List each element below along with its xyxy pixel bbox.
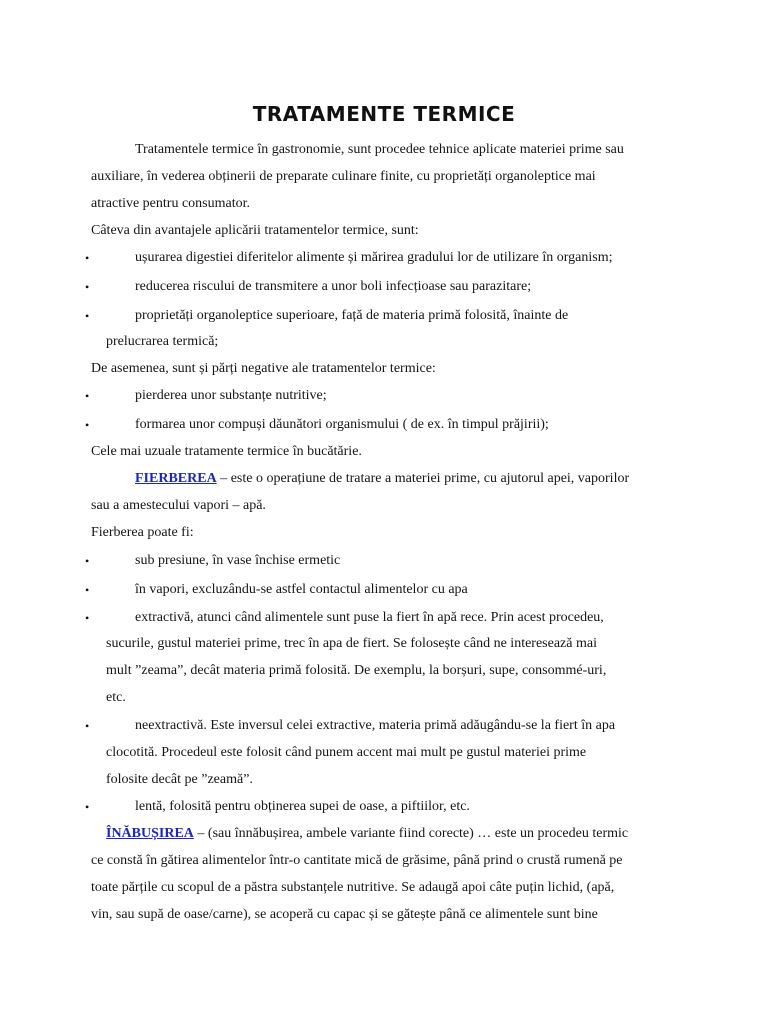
inabusirea-term: ÎNĂBUȘIREA [106,826,194,841]
list-item: ușurarea digestiei diferitelor alimente și mărirea gradului lor de utilizare în organism; [135,250,613,265]
negatives-heading: De asemenea, sunt și părți negative ale tratamentelor termice: [91,361,436,376]
list-item-continuation: clocotită. Procedeul este folosit când punem accent mai mult pe gustul materiei prime [106,745,587,760]
list-item-continuation: sucurile, gustul materiei prime, trec în apa de fiert. Se folosește când ne interesează mai [106,636,597,651]
list-item-continuation: etc. [106,690,126,705]
list-item: proprietăți organoleptice superioare, față de materia primă folosită, înainte de [135,308,569,323]
inabusirea-line: vin, sau supă de oase/carne), se acoperă cu capac și se gătește până ce alimentele sunt bine [91,907,598,922]
inabusirea-line [106,825,628,843]
list-bullet: • [85,418,90,432]
fierberea-term: FIERBEREA [135,471,217,486]
list-item: în vapori, excluzându-se astfel contactul alimentelor cu apa [135,582,468,597]
page-title: TRATAMENTE TERMICE [252,102,516,126]
intro-line: atractive pentru consumator. [91,196,250,211]
list-item-continuation: mult ”zeama”, decât materia primă folosită. De exemplu, la borșuri, supe, consommé-uri, [106,663,607,678]
list-item-continuation: prelucrarea termică; [106,334,219,349]
fierberea-line [135,470,629,488]
intro-line: Tratamentele termice în gastronomie, sunt procedee tehnice aplicate materiei prime sau [135,142,624,157]
list-bullet: • [85,800,90,814]
list-bullet: • [85,583,90,597]
fierberea-text: – este o operațiune de tratare a materiei prime, cu ajutorul apei, vaporilor [216,471,630,486]
inabusirea-text: – (sau înnăbușirea, ambele variante fiind corecte) … este un procedeu termic [193,826,629,841]
list-bullet: • [85,389,90,403]
list-item: neextractivă. Este inversul celei extractive, materia primă adăugându-se la fiert în apa [135,718,616,733]
inabusirea-line: ce constă în gătirea alimentelor într-o cantitate mică de grăsime, până prind o crustă rumenă pe [91,853,623,868]
list-item: reducerea riscului de transmitere a unor boli infecțioase sau parazitare; [135,279,532,294]
list-item: formarea unor compuși dăunători organismului ( de ex. în timpul prăjirii); [135,417,549,432]
intro-line: auxiliare, în vederea obținerii de preparate culinare finite, cu proprietăți organoleptice mai [91,169,596,184]
list-item: extractivă, atunci când alimentele sunt puse la fiert în apă rece. Prin acest procedeu, [135,610,604,625]
inabusirea-line: toate părțile cu scopul de a păstra substanțele nutritive. Se adaugă apoi câte puțin lichid, (apă, [91,880,615,895]
advantages-heading: Câteva din avantajele aplicării tratamentelor termice, sunt: [91,223,419,238]
list-bullet: • [85,611,90,625]
list-item: sub presiune, în vase închise ermetic [135,553,341,568]
fierberea-types-heading: Fierberea poate fi: [91,525,194,540]
fierberea-line-2: sau a amestecului vapori – apă. [91,498,266,513]
list-item: lentă, folosită pentru obținerea supei de oase, a piftiilor, etc. [135,799,470,814]
list-bullet: • [85,554,90,568]
list-item-continuation: folosite decât pe ”zeamă”. [106,772,253,787]
list-bullet: • [85,309,90,323]
list-item: pierderea unor substanțe nutritive; [135,388,327,403]
list-bullet: • [85,251,90,265]
list-bullet: • [85,719,90,733]
common-heading: Cele mai uzuale tratamente termice în bucătărie. [91,444,362,459]
list-bullet: • [85,280,90,294]
